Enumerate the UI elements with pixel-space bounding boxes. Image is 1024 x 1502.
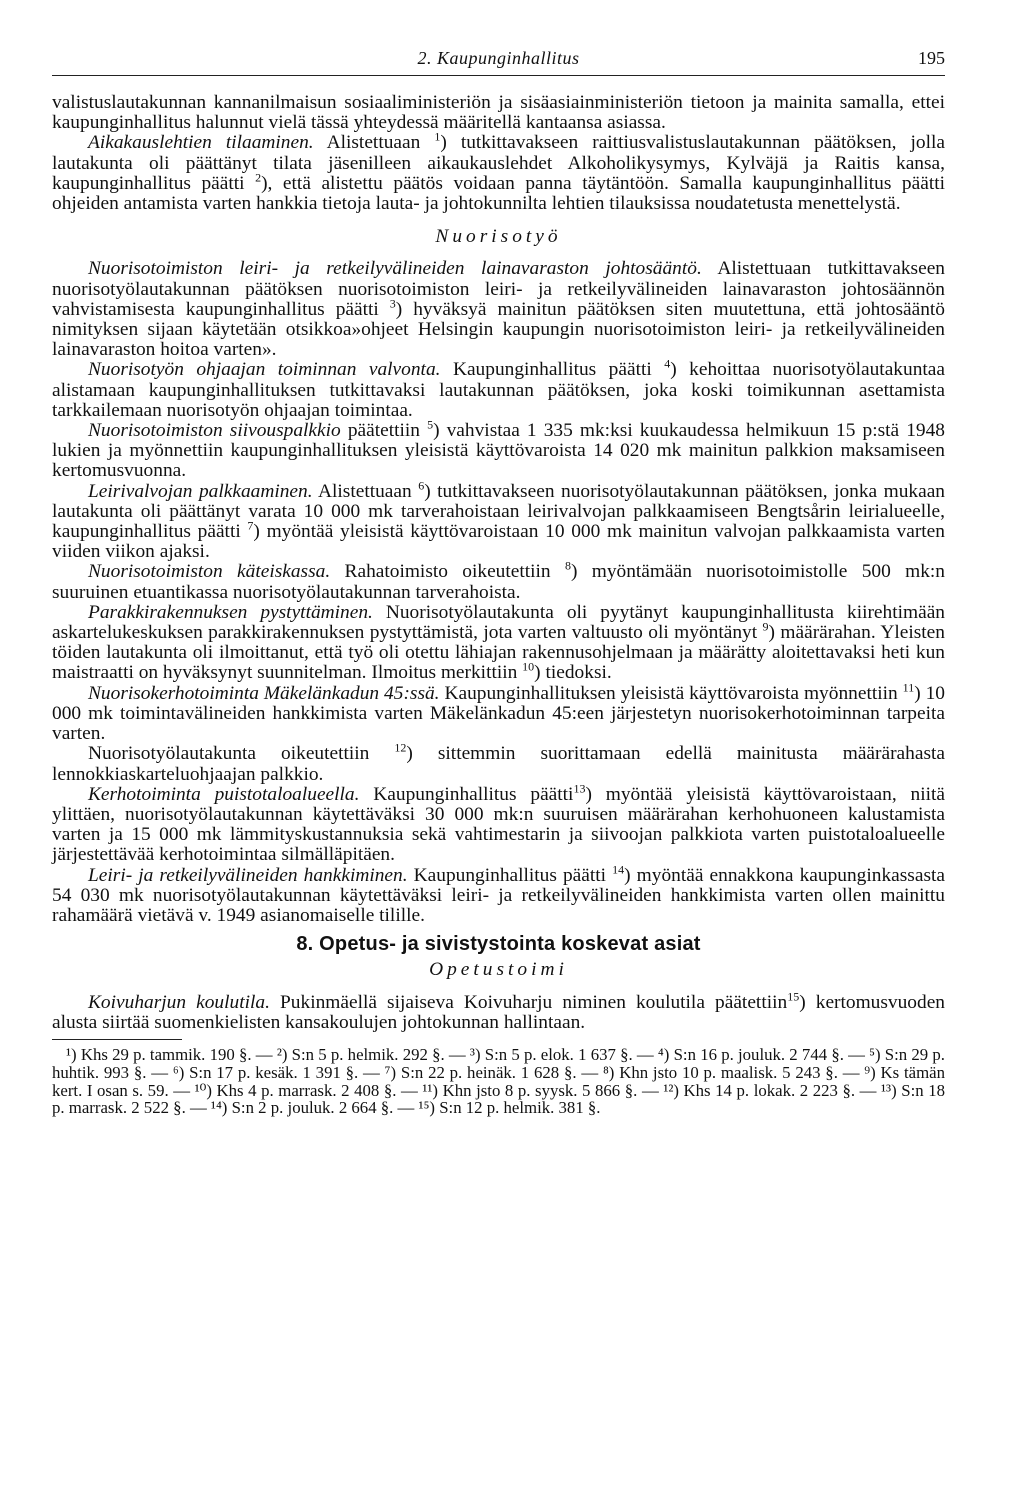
paragraph-text: Kaupunginhallitus päätti [407,864,613,886]
paragraph-text: ) tutkittavakseen nuorisotyölautakunnan päätöksen, jonka mukaan lautakunta oli päättänyt varata 10 000 mk tarverahoistaan leirivalvojan palkkaamiseen Bengtsårin leirialueelle, kaupunginhallitus päätti [52,480,946,543]
paragraph [52,93,945,133]
paragraph-text: ) määrärahan. Yleisten töiden lautakunta oli ilmoittanut, että työ oli otettu lähiajan rakennusohjelmaan ja määrätty aloitettavaksi heti kun maistraatti on hyväksynyt suunnitelman. Ilmoitus merkittiin [52,622,945,684]
paragraph-text: Kaupunginhallituksen yleisistä käyttövaroista myönnettiin [439,682,903,704]
footnote-ref: 11 [902,680,915,695]
paragraph-text: valistuslautakunnan kannanilmaisun sosiaaliministeriön ja sisäasiainministeriön tietoon ja mainita samalla, ettei kaupunginhallitus halunnut vielä tässä yhteydessä määritellä kantaansa asiassa. [52,92,945,134]
paragraph [52,417,945,482]
document-page [52,40,946,1118]
paragraph [52,740,945,785]
footnote-ref: 1 [434,129,441,144]
paragraph-text: ) tiedoksi. [534,662,612,684]
paragraph-text: ) sittemmin suorittamaan edellä mainitusta määrärahasta lennokkiaskarteluohjaajan palkkio. [52,743,945,785]
footnote-ref: 8 [564,559,571,573]
paragraph-text: päätettiin [340,420,428,442]
paragraph-heading: Parakkirakennuksen pystyttäminen. [88,601,373,623]
footnote-ref: 14 [612,862,625,877]
paragraph-text: ) myöntää yleisistä käyttövaroistaan, niitä ylittäen, nuorisotyölautakunnan käytettäväksi 30 000 mk:n suuruisen määrärahan kerhohuoneen kalustamista varten ja 15 000 mk lämmityskustannuksia sekä vahtimestarin ja siivoojan palkkiota varten puistotaloalueelle järjestettävää kerhotoimintaa silmälläpitäen. [52,783,945,866]
footnote-ref: 13 [573,781,586,796]
paragraph [52,862,945,927]
paragraph-text: Rahatoimisto oikeutettiin [330,561,565,583]
paragraph-heading: Nuorisotoimiston siivouspalkkio [88,420,341,442]
paragraph-heading: Nuorisotoimiston leiri- ja retkeilyvälineiden lainavaraston johtosääntö. [88,258,702,280]
paragraph [52,781,945,866]
paragraph-heading: Leiri- ja retkeilyvälineiden hankkiminen. [88,864,408,886]
paragraph-text: Kaupunginhallitus päätti [359,783,574,805]
running-header [52,40,945,70]
paragraph-heading: Leirivalvojan palkkaaminen. [88,480,313,502]
footnote-ref: 6 [418,478,425,493]
paragraph-heading: Nuorisotyön ohjaajan toiminnan valvonta. [88,359,441,381]
paragraph [52,356,945,421]
paragraph-text: ) 10 000 mk toimintavälineiden hankkimista varten Mäkelänkadun 45:een järjestetyn nuorisokerhotoiminnan tarpeita varten. [52,682,945,745]
footnote-rule [52,1039,182,1040]
paragraph-text: ) vahvistaa 1 335 mk:ksi kuukaudessa helmikuun 15 p:stä 1948 lukien ja myönnettiin kaupunginhallituksen yleisistä käyttövaroista 14 020 mk mainitun palkkion maksamiseen kertomusvuonna. [52,420,945,482]
footnotes [52,1046,945,1117]
footnote-ref: 5 [427,417,434,432]
paragraph-text: Nuorisotyölautakunta oikeutettiin [88,743,395,765]
header-rule [52,75,945,76]
paragraph-text: Kaupunginhallitus päätti [440,359,665,381]
section-title-nuorisotyo: Nuorisotyö [435,226,562,248]
paragraph-text: ) myöntämään nuorisotoimistolle 500 mk:n suuruinen etuantikassa nuorisotyölautakunnan tarverahoista. [52,561,945,603]
paragraph-text: ) kertomusvuoden alusta siirtää suomenkielisten kansakoulujen johtokunnan hallintaan. [52,991,945,1033]
paragraph-text: Alistettuaan [313,132,435,154]
footnote-ref: 10 [522,660,535,675]
paragraph-text: ) tutkittavakseen raittiusvalistuslautakunnan päätöksen, jolla lautakunta oli päättänyt tilata jäsenilleen aikaukauslehdet Alkoholikysymys, Kylväjä ja Raitis kansa, kaupunginhallitus päätti [52,132,945,194]
paragraph-text: Pukinmäellä sijaiseva Koivuharju niminen koulutila päätettiin [269,991,788,1013]
paragraph [52,129,945,215]
paragraph-text: Nuorisotyölautakunta oli pyytänyt kaupunginhallitusta kiirehtimään askartelukeskuksen parakkirakennuksen pystyttämistä, jota varten valtuusto oli myöntänyt [52,601,945,644]
paragraph-text: ), että alistettu päätös voidaan panna täytäntöön. Samalla kaupunginhallitus päätti ohjeiden antamista varten hankkia tietoja lauta- ja johtokunnilta lehtien tilauksissa noudatetusta menettelystä. [52,172,945,215]
paragraph-heading: Koivuharjun koulutila. [88,991,270,1013]
footnote-ref: 4 [664,356,671,371]
footnote-ref: 2 [255,170,262,185]
footnote-ref: 12 [394,740,407,755]
paragraph-heading: Kerhotoiminta puistotaloalueella. [88,783,360,805]
paragraph [52,478,946,563]
paragraph-heading: Nuorisotoimiston käteiskassa. [88,561,331,583]
paragraph-text: ) kehoittaa nuorisotyölautakuntaa alistamaan kaupunginhallituksen tutkittavaksi lautakunnan päätöksen, joka koski toimikunnan asettamista tarkkailemaan nuorisotyön ohjaajan toimintaa. [52,359,945,421]
paragraph-text: Alistettuaan tutkittavakseen nuorisotyölautakunnan päätöksen nuorisotoimiston leiri- ja retkeilyvälineiden lainavaraston johtosäännön vahvistamisesta kaupunginhallitus päätti [52,258,945,320]
footnote-ref: 7 [247,518,254,533]
paragraph [52,559,945,603]
paragraph-text: ) hyväksyä mainitun päätöksen siten muutettuna, että johtosääntö nimityksen sijaan käytetään otsikkoa»ohjeet Helsingin kaupungin nuorisotoimiston leiri- ja retkeilyvälineiden lainavaraston hoitoa varten». [52,298,945,361]
page-number: 195 [918,48,945,68]
paragraph-heading: Nuorisokerhotoiminta Mäkelänkadun 45:ssä. [88,682,440,704]
paragraph-heading: Aikakauslehtien tilaaminen. [88,132,314,154]
paragraph [52,259,945,360]
section-title-opetustoimi: Opetustoimi [429,959,568,981]
footnote-text: ¹) Khs 29 p. tammik. 190 §. — ²) S:n 5 p. helmik. 292 §. — ³) S:n 5 p. elok. 1 637 §. — ⁴) S:n 16 p. jouluk. 2 744 §. — ⁵) S:n 29 p. huhtik. 993 §. — ⁶) S:n 17 p. kesäk. 1 391 §. — ⁷) S:n 22 p. heinäk. 1 628 §. — ⁸) Khn jsto 10 p. maalisk. 5 243 §. — ⁹) Ks tämän kert. I osan s. 59. — ¹⁰) Khs 4 p. marrask. 2 408 §. — ¹¹) Khn jsto 8 p. syysk. 5 866 §. — ¹²) Khs 14 p. lokak. 2 223 §. — ¹³) S:n 18 p. marrask. 2 522 §. — ¹⁴) S:n 2 p. jouluk. 2 664 §. — ¹⁵) S:n 12 p. helmik. 381 §. [52,1044,945,1118]
section-heading-8: 8. Opetus- ja sivistystointa koskevat asiat [296,933,701,956]
paragraph [52,989,945,1033]
paragraph-text: ) myöntää ennakkona kaupunginkassasta 54 030 mk nuorisotyölautakunnan käytettäväksi leiri- ja retkeilyvälineiden hankkimista varten ollen mainittu rahamäärä vietävä v. 1949 asianomaiselle tilille. [52,864,945,926]
paragraph [52,680,945,745]
paragraph-text: ) myöntää yleisistä käyttövaroistaan 10 000 mk mainitun valvojan palkkaamista varten viiden viikon ajaksi. [52,521,945,563]
footnote-ref: 15 [787,989,800,1004]
footnote-ref: 9 [762,619,769,634]
paragraph-text: Alistettuaan [312,480,419,502]
running-header-title: 2. Kaupunginhallitus [417,48,580,68]
footnote-ref: 3 [389,296,396,311]
paragraph [52,603,945,684]
document-body [52,93,945,1117]
